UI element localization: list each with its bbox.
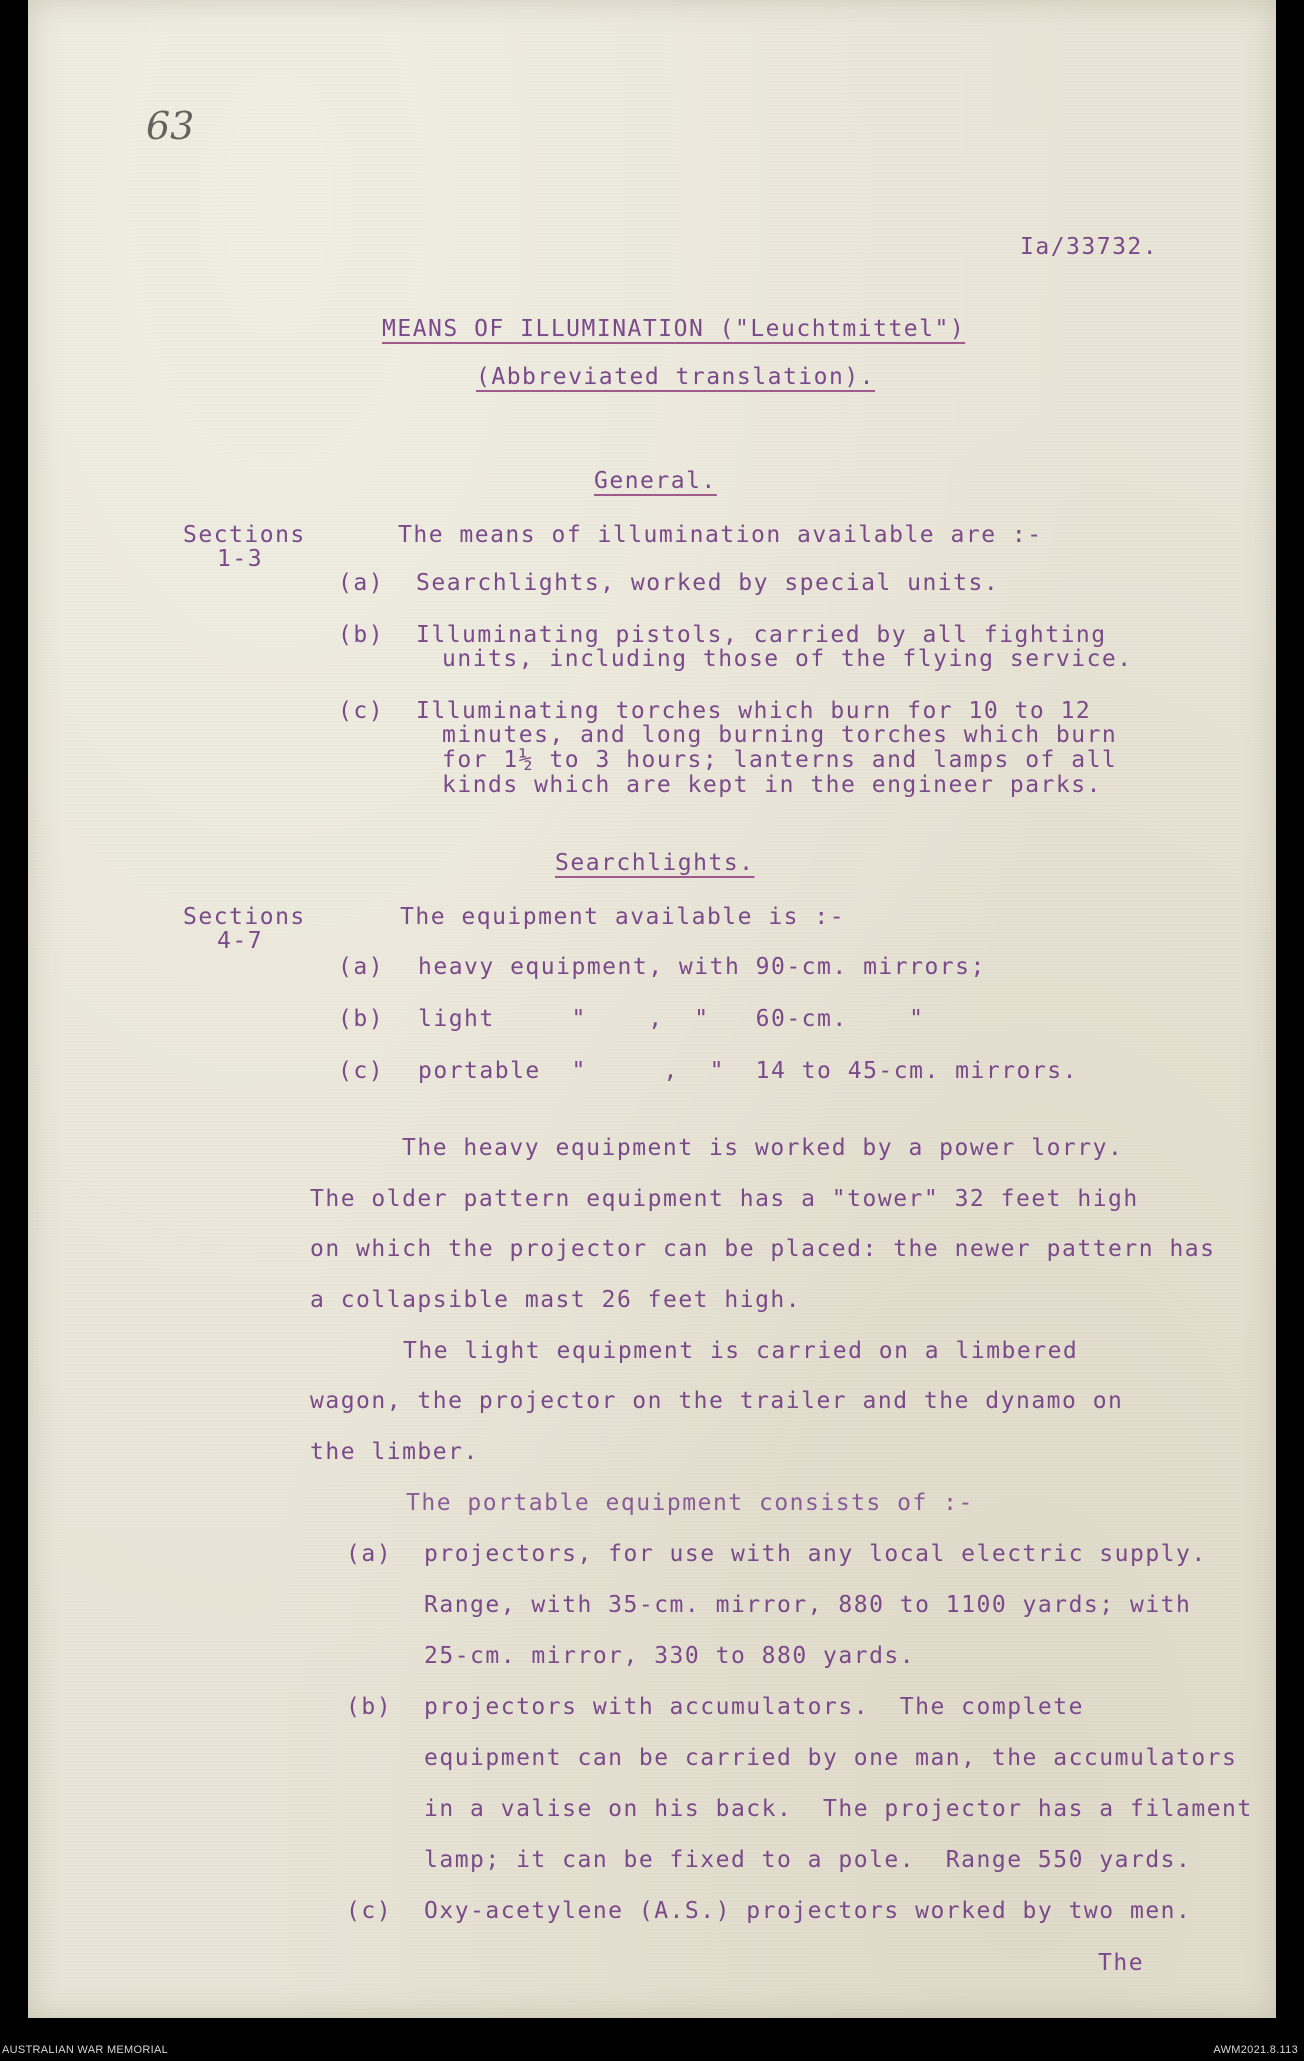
reference-number: Ia/33732. <box>1020 234 1159 260</box>
list-label: (a) <box>338 954 385 980</box>
list-item-text: Oxy-acetylene (A.S.) projectors worked by two men. <box>424 1898 1192 1924</box>
list-item-text: Illuminating pistols, carried by all fighting <box>416 622 1107 648</box>
document-page <box>28 0 1276 2018</box>
list-label: (b) <box>338 622 385 648</box>
list-label: (c) <box>338 1058 385 1084</box>
margin-note-sections: Sections <box>183 904 306 930</box>
list-item-text: projectors with accumulators. The complete <box>424 1694 1084 1720</box>
list-label: (c) <box>346 1898 393 1924</box>
margin-note-sections: Sections <box>183 522 306 548</box>
paragraph-line: wagon, the projector on the trailer and the dynamo on <box>310 1388 1124 1414</box>
portable-intro: The portable equipment consists of :- <box>406 1490 974 1516</box>
list-label: (a) <box>346 1541 393 1567</box>
list-item-text: heavy equipment, with 90-cm. mirrors; <box>418 954 986 980</box>
document-title: MEANS OF ILLUMINATION ("Leuchtmittel") <box>382 316 966 342</box>
paragraph-line: on which the projector can be placed: the newer pattern has <box>310 1236 1216 1262</box>
list-label: (c) <box>338 698 385 724</box>
paragraph-line: The heavy equipment is worked by a power lorry. <box>402 1135 1124 1161</box>
general-heading: General. <box>594 468 717 494</box>
margin-note-range: 1-3 <box>217 546 264 572</box>
paragraph-line: The light equipment is carried on a limbered <box>403 1338 1079 1364</box>
list-item-text: in a valise on his back. The projector has a filament <box>424 1796 1253 1822</box>
list-label: (a) <box>338 570 385 596</box>
list-item-text: Range, with 35-cm. mirror, 880 to 1100 yards; with <box>424 1592 1192 1618</box>
footer-accession-number: AWM2021.8.113 <box>1213 2044 1298 2056</box>
list-item-text: lamp; it can be fixed to a pole. Range 550 yards. <box>424 1847 1192 1873</box>
list-label: (b) <box>346 1694 393 1720</box>
searchlights-heading: Searchlights. <box>555 850 755 876</box>
list-item-text: minutes, and long burning torches which burn <box>442 722 1118 748</box>
footer-institution: AUSTRALIAN WAR MEMORIAL <box>2 2044 169 2056</box>
general-intro: The means of illumination available are :- <box>398 522 1043 548</box>
searchlights-intro: The equipment available is :- <box>400 904 846 930</box>
folio-mark: 63 <box>146 104 195 148</box>
paragraph-line: a collapsible mast 26 feet high. <box>310 1287 802 1313</box>
list-label: (b) <box>338 1006 385 1032</box>
margin-note-range: 4-7 <box>217 928 264 954</box>
paragraph-line: the limber. <box>310 1439 479 1465</box>
paragraph-line: The older pattern equipment has a "tower" 32 feet high <box>310 1186 1139 1212</box>
list-item-text: 25-cm. mirror, 330 to 880 yards. <box>424 1643 916 1669</box>
list-item-text: units, including those of the flying service. <box>442 646 1133 672</box>
list-item-text: Illuminating torches which burn for 10 to 12 <box>416 698 1092 724</box>
list-item-text: portable " , " 14 to 45-cm. mirrors. <box>418 1058 1078 1084</box>
list-item-text: light " , " 60-cm. " <box>418 1006 925 1032</box>
document-subtitle: (Abbreviated translation). <box>476 364 876 390</box>
list-item-text: Searchlights, worked by special units. <box>416 570 1000 596</box>
list-item-text: for 1½ to 3 hours; lanterns and lamps of all <box>442 747 1118 773</box>
list-item-text: projectors, for use with any local electric supply. <box>424 1541 1207 1567</box>
catchword: The <box>1098 1950 1145 1976</box>
list-item-text: equipment can be carried by one man, the accumulators <box>424 1745 1238 1771</box>
list-item-text: kinds which are kept in the engineer parks. <box>442 772 1102 798</box>
